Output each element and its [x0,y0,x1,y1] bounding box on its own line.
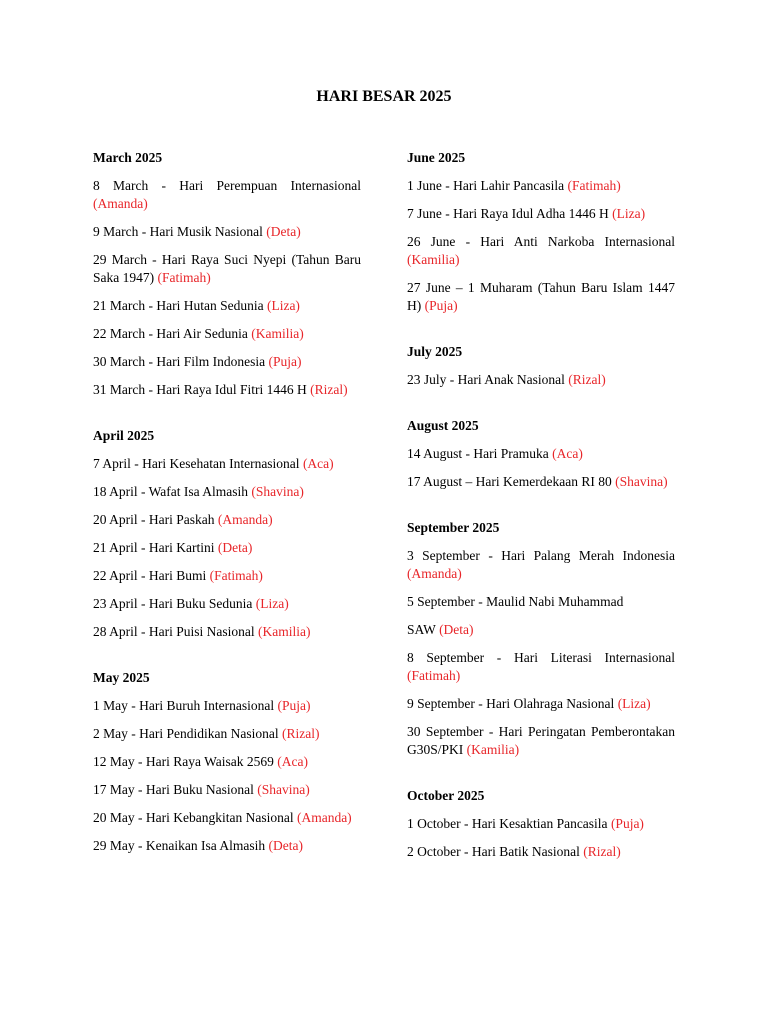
holiday-entry [93,595,361,613]
holiday-text: 29 March - Hari Raya Suci Nyepi (Tahun Baru Saka 1947) [93,252,361,285]
assigned-person: (Aca) [277,754,308,769]
holiday-entry [407,445,675,463]
holiday-entry [93,837,361,855]
holiday-text: 12 May - Hari Raya Waisak 2569 [93,754,274,769]
holiday-text: 9 March - Hari Musik Nasional [93,224,263,239]
holiday-entry [407,815,675,833]
holiday-entry [93,511,361,529]
assigned-person: (Rizal) [583,844,621,859]
page-title: HARI BESAR 2025 [316,88,452,105]
holiday-entry [407,621,675,639]
holiday-entry [93,539,361,557]
holiday-entry [407,473,675,491]
month-title: June 2025 [407,150,466,165]
assigned-person: (Shavina) [615,474,668,489]
holiday-entry [93,623,361,641]
holiday-text: 9 September - Hari Olahraga Nasional [407,696,615,711]
month-title: October 2025 [407,788,485,803]
assigned-person: (Deta) [266,224,301,239]
holiday-text: 1 October - Hari Kesaktian Pancasila [407,816,608,831]
assigned-person: (Shavina) [251,484,304,499]
month-section [407,417,675,491]
assigned-person: (Kamilia) [466,742,520,757]
holiday-entry [93,725,361,743]
holiday-text: 29 May - Kenaikan Isa Almasih [93,838,266,853]
assigned-person: (Puja) [277,698,311,713]
holiday-text: 8 September - Hari Literasi Internasional [407,650,675,665]
month-title: September 2025 [407,520,500,535]
holiday-entry [407,279,675,315]
assigned-person: (Liza) [255,596,289,611]
month-section [407,787,675,861]
holiday-entry [407,547,675,583]
holiday-text: 31 March - Hari Raya Idul Fitri 1446 H [93,382,307,397]
holiday-text: 22 March - Hari Air Sedunia [93,326,248,341]
assigned-person: (Fatimah) [157,270,211,285]
assigned-person: (Liza) [617,696,651,711]
holiday-text: 22 April - Hari Bumi [93,568,207,583]
holiday-text: 30 March - Hari Film Indonesia [93,354,266,369]
month-section [407,519,675,759]
assigned-person: (Kamilia) [251,326,304,341]
holiday-text: 14 August - Hari Pramuka [407,446,549,461]
holiday-text: 17 May - Hari Buku Nasional [93,782,254,797]
holiday-entry [93,455,361,473]
holiday-entry [93,251,361,287]
month-section [93,669,361,855]
holiday-entry [93,325,361,343]
assigned-person: (Puja) [424,298,458,313]
assigned-person: (Fatimah) [209,568,263,583]
month-section [407,149,675,315]
holiday-entry [93,753,361,771]
holiday-entry [407,593,675,611]
left-column [93,149,361,883]
right-column [407,149,675,889]
holiday-entry [93,483,361,501]
month-section [93,149,361,399]
assigned-person: (Aca) [302,456,334,471]
holiday-text: 28 April - Hari Puisi Nasional [93,624,255,639]
assigned-person: (Deta) [217,540,253,555]
holiday-text: 21 April - Hari Kartini [93,540,215,555]
assigned-person: (Amanda) [296,810,352,825]
assigned-person: (Kamilia) [258,624,311,639]
holiday-entry [93,297,361,315]
assigned-person: (Amanda) [407,566,462,581]
holiday-text: 20 April - Hari Paskah [93,512,215,527]
holiday-entry [93,353,361,371]
holiday-text: 8 March - Hari Perempuan Internasional [93,178,361,193]
assigned-person: (Deta) [439,622,474,637]
holiday-entry [93,781,361,799]
month-title: May 2025 [93,670,150,685]
month-section [407,343,675,389]
holiday-text: 7 April - Hari Kesehatan Internasional [93,456,300,471]
holiday-entry [407,695,675,713]
holiday-entry [93,567,361,585]
holiday-text: 20 May - Hari Kebangkitan Nasional [93,810,294,825]
assigned-person: (Amanda) [217,512,273,527]
holiday-text: SAW [407,622,436,637]
assigned-person: (Amanda) [93,196,148,211]
holiday-text: 23 April - Hari Buku Sedunia [93,596,253,611]
holiday-text: 3 September - Hari Palang Merah Indonesia [407,548,675,563]
month-title: March 2025 [93,150,163,165]
holiday-entry [407,205,675,223]
assigned-person: (Fatimah) [407,668,461,683]
holiday-entry [407,723,675,759]
assigned-person: (Rizal) [281,726,320,741]
holiday-entry [93,177,361,213]
holiday-text: 18 April - Wafat Isa Almasih [93,484,249,499]
holiday-text: 7 June - Hari Raya Idul Adha 1446 H [407,206,609,221]
holiday-entry [407,177,675,195]
holiday-entry [93,223,361,241]
holiday-text: 1 May - Hari Buruh Internasional [93,698,275,713]
month-title: April 2025 [93,428,155,443]
assigned-person: (Rizal) [310,382,348,397]
holiday-entry [93,381,361,399]
holiday-entry [93,809,361,827]
assigned-person: (Fatimah) [567,178,621,193]
holiday-entry [407,649,675,685]
holiday-text: 2 May - Hari Pendidikan Nasional [93,726,279,741]
assigned-person: (Puja) [610,816,644,831]
assigned-person: (Shavina) [257,782,310,797]
assigned-person: (Kamilia) [407,252,460,267]
assigned-person: (Liza) [266,298,300,313]
holiday-text: 26 June - Hari Anti Narkoba Internasional [407,234,675,249]
assigned-person: (Liza) [612,206,646,221]
assigned-person: (Rizal) [568,372,606,387]
holiday-text: 30 September - Hari Peringatan Pemberontakan G30S/PKI [407,724,675,757]
holiday-text: 23 July - Hari Anak Nasional [407,372,565,387]
assigned-person: (Aca) [552,446,583,461]
holiday-text: 1 June - Hari Lahir Pancasila [407,178,565,193]
month-title: July 2025 [407,344,463,359]
month-section [93,427,361,641]
holiday-entry [407,843,675,861]
assigned-person: (Deta) [268,838,303,853]
holiday-entry [407,371,675,389]
holiday-text: 5 September - Maulid Nabi Muhammad [407,594,624,609]
holiday-entry [407,233,675,269]
month-title: August 2025 [407,418,479,433]
holiday-text: 27 June – 1 Muharam (Tahun Baru Islam 1447 H) [407,280,675,313]
holiday-entry [93,697,361,715]
holiday-text: 21 March - Hari Hutan Sedunia [93,298,264,313]
assigned-person: (Puja) [268,354,302,369]
holiday-text: 17 August – Hari Kemerdekaan RI 80 [407,474,612,489]
holiday-text: 2 October - Hari Batik Nasional [407,844,580,859]
